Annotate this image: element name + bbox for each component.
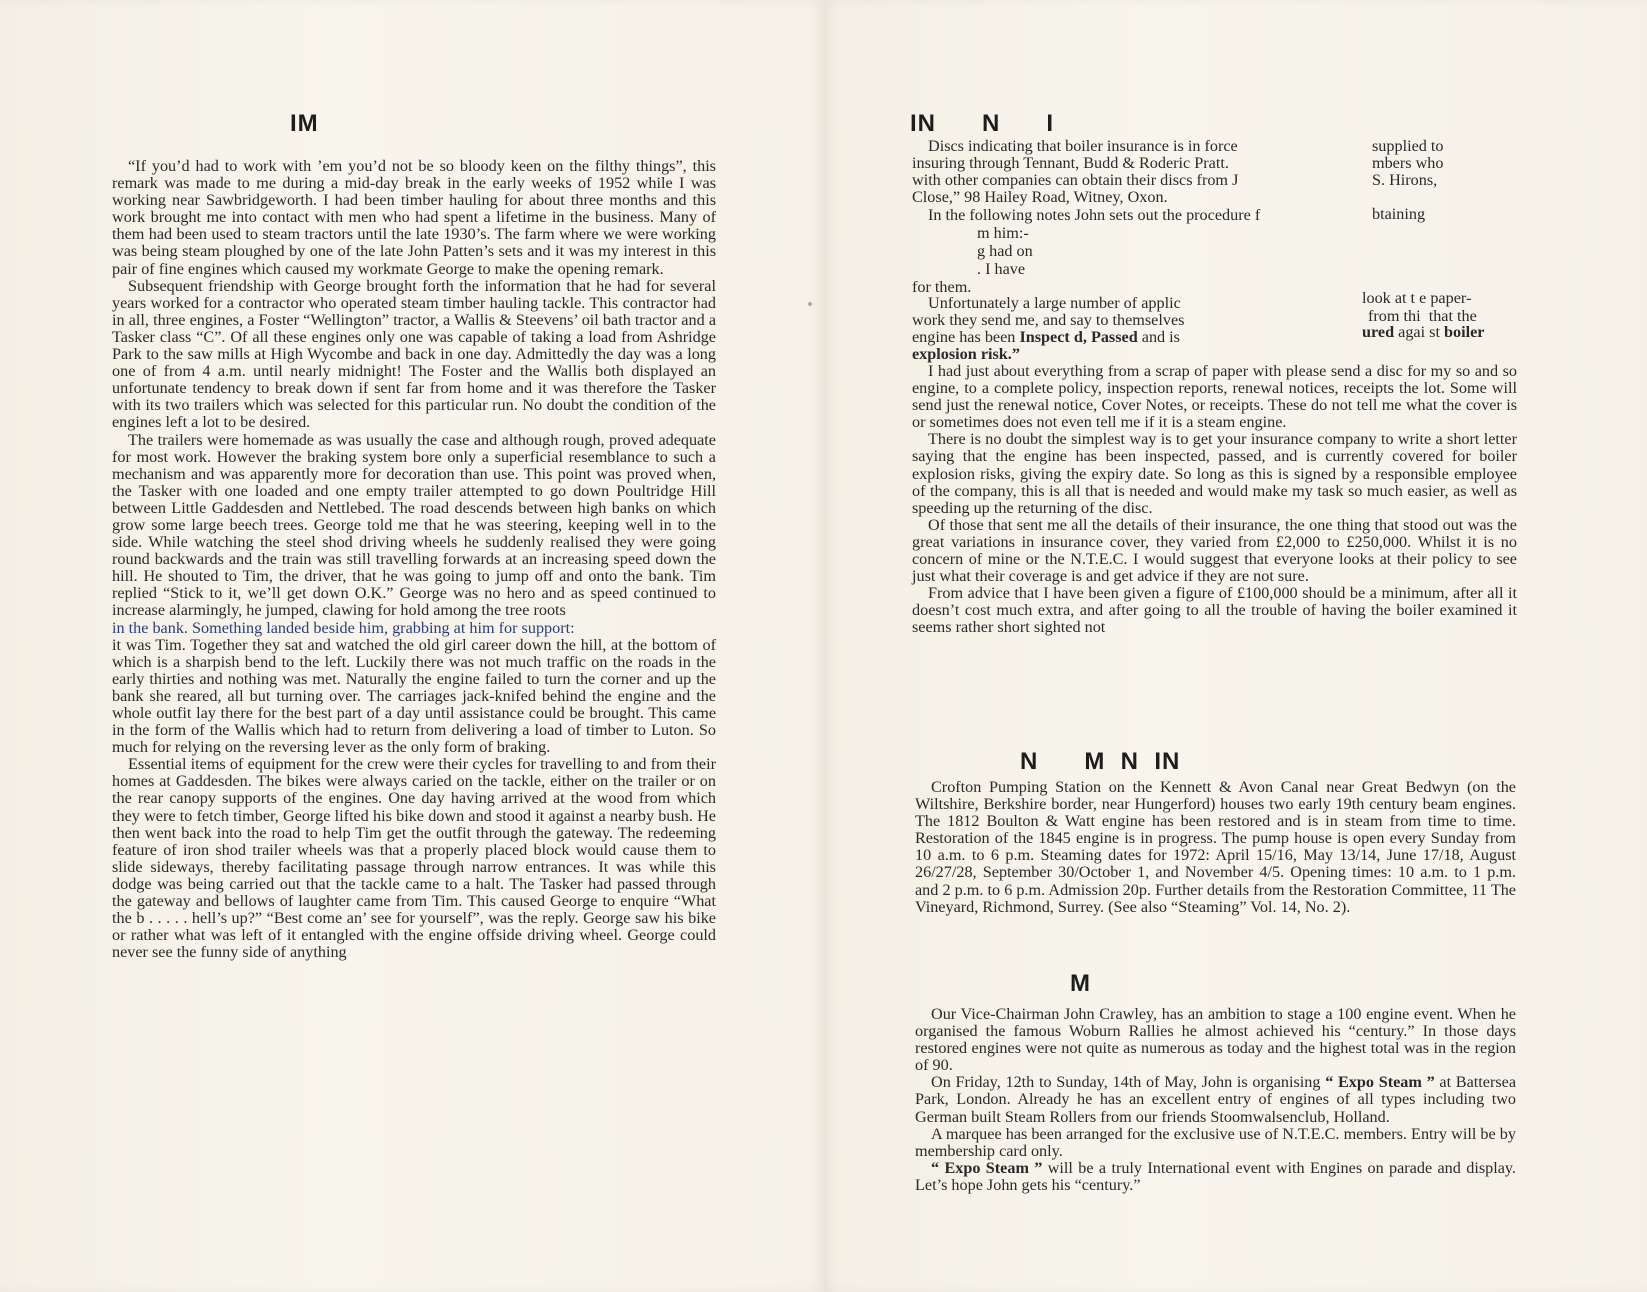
pumping-station-body xyxy=(915,779,1516,916)
article-paragraph: A marquee has been arranged for the exclusive use of N.T.E.C. members. Entry will be by membership card only. xyxy=(915,1124,1516,1160)
paragraph-text: at Battersea Park, London. Already he has an excellent entry of engines of all types including two German built Steam Rollers from our friends Stoomwalsenclub, Holland. xyxy=(915,1073,1517,1126)
article-paragraph: Of those that sent me all the details of their insurance, the one thing that stood out was the great variations in insurance cover, they varied from £2,000 to £250,000. Whilst it is no concern of mine or the N.T.E.C. I would suggest that everyone looks at their policy to see just what their coverage is and get advice if they are not sure. xyxy=(912,515,1517,586)
intro-line-right: supplied to xyxy=(1372,137,1444,155)
insurance-article-body xyxy=(912,363,1517,637)
engine-status-bold: ured xyxy=(1362,323,1395,341)
article-paragraph: There is no doubt the simplest way is to get your insurance company to write a short letter saying that the engine has been inspected, passed, and is currently covered for boiler explosion risks, giving the expiry date. So long as this is signed by a responsible employee of the company, this is all that is needed and would make my task so much easier, as well as speeding up the returning of the disc. xyxy=(912,430,1517,517)
article-paragraph: The trailers were homemade as was usually the case and although rough, proved adequate for most work. However the braking system bore only a superficial resemblance to such a mechanism and was apparently more for decoration than use. This point was proved when, the Tasker with one loaded and one empty trailer attempted to go down Poultridge Hill between Little Gaddesden and Nettlebed. The road descends between high banks on which grow some large beech trees. George told me that he was steering, keeping well in to the side. While watching the steel shod driving wheels he suddenly realised they were going round backwards and the train was still travelling forwards at an increasing speed down the hill. He shouted to Tim, the driver, that he was going to jump off and onto the bank. Tim replied “Stick to it, we’ll get down O.K.” George was no hero and as speed continued to increase alarmingly, he jumped, clawing for hold among the tree roots xyxy=(112,430,716,620)
intro-line: insuring through Tennant, Budd & Roderic Pratt. xyxy=(912,154,1229,172)
engine-status-text: agai st xyxy=(1394,323,1444,341)
explosion-risk-line: explosion risk.” xyxy=(912,345,1020,363)
expo-steam-body xyxy=(915,1006,1516,1194)
engine-status-bold: boiler xyxy=(1444,323,1485,341)
unfortunately-line: work they send me, and say to themselves xyxy=(912,311,1185,329)
engine-status-text: engine has been xyxy=(912,328,1020,346)
unfortunately-line-right: from thi that the xyxy=(1368,307,1477,325)
article-paragraph: Subsequent friendship with George brought forth the information that he had for several years worked for a contractor who operated steam timber hauling tackle. This contractor had in all, three engines, a Foster “Wellington” tractor, a Wallis & Steevens’ oil bath tractor and a Tasker class “C”. Of all these engines only one was capable of taking a load from Ashridge Park to the saw mills at High Wycombe and back in one day. Admittedly the day was a long one of from 4 a.m. until nearly midnight! The Foster and the Wallis both displayed an unfortunate tendency to break down if sent far from home and it was therefore the Tasker with its two trailers which was selected for this particular run. No doubt the condition of the engines left a lot to be desired. xyxy=(112,276,716,432)
paragraph-text: On Friday, 12th to Sunday, 14th of May, John is organising xyxy=(931,1073,1326,1092)
for-them-line: for them. xyxy=(912,278,972,296)
left-page-heading: IM xyxy=(290,110,319,137)
engine-status-text: and is xyxy=(1137,328,1180,346)
engine-status-line-right xyxy=(1362,324,1484,341)
fragment-line: . I have xyxy=(977,260,1026,278)
article-paragraph: From advice that I have been given a figure of £100,000 should be a minimum, after all it doesn’t cost much extra, and after going to all the trouble of having the boiler examined it seems rather short sighted not xyxy=(912,584,1517,637)
engine-status-bold: Inspect d, Passed xyxy=(1019,328,1138,346)
paragraph-text: will be a truly International event with Engines on parade and display. Let’s hope John gets his “century.” xyxy=(915,1158,1516,1194)
unfortunately-line-right: look at t e paper- xyxy=(1362,289,1472,307)
article-line-highlighted: in the bank. Something landed beside him, grabbing at him for support: xyxy=(112,618,575,637)
left-article-body xyxy=(112,158,716,961)
insurance-section-heading: IN N I xyxy=(910,110,1055,137)
article-paragraph: Our Vice-Chairman John Crawley, has an ambition to stage a 100 engine event. When he organised the famous Woburn Rallies he almost achieved his “century.” In those days restored engines were not quite as numerous as today and the highest total was in the region of 90. xyxy=(915,1005,1516,1075)
pumping-station-heading: N M N IN xyxy=(1020,748,1181,775)
intro-line: Discs indicating that boiler insurance is in force xyxy=(928,137,1238,155)
article-paragraph xyxy=(915,1074,1516,1125)
article-paragraph: Essential items of equipment for the crew were their cycles for travelling to and from their homes at Gaddesden. The bikes were always caried on the tackle, either on the trailer or on the rear canopy supports of the engines. One day having arrived at the wood from which they were to fetch timber, George lifted his bike down and stood it against a nearby bush. He then went back into the road to help Tim get the outfit through the gateway. The redeeming feature of iron shod trailer wheels was that a properly placed block would cause them to slide sideways, thereby facilitating passage through narrow entrances. It was while this dodge was being carried out that the tackle came to a halt. The Tasker had passed through the gateway and bellows of laughter came from Tim. This caused George to enquire “What the b . . . . . hell’s up?” “Best come an’ see for yourself”, was the reply. George saw his bike or rather what was left of it entangled with the engine offside driving wheel. George could never see the funny side of anything xyxy=(112,755,716,962)
intro-line: with other companies can obtain their discs from J xyxy=(912,171,1239,189)
article-paragraph: “If you’d had to work with ’em you’d not be so bloody keen on the filthy things”, this remark was made to me during a mid-day break in the early weeks of 1952 while I was working near Sawbridgeworth. I had been timber hauling for about three months and this work brought me into contact with men who had spent a lifetime in the business. Many of them had been used to steam tractors until the late 1930’s. The farm where we were working was being steam ploughed by one of the late John Patten’s sets and it was my interest in this pair of fine engines which caused my workmate George to make the opening remark. xyxy=(112,157,716,278)
expo-steam-heading: M xyxy=(1070,970,1091,997)
intro-line: Close,” 98 Hailey Road, Witney, Oxon. xyxy=(912,188,1168,206)
expo-steam-name: “ Expo Steam ” xyxy=(931,1158,1043,1177)
article-paragraph: Crofton Pumping Station on the Kennett & Avon Canal near Great Bedwyn (on the Wiltshire, Berkshire border, near Hungerford) houses two early 19th century beam engines. The 1812 Boulton & Watt engine has been restored and is in steam from time to time. Restoration of the 1845 engine is in progress. The pump house is open every Sunday from 10 a.m. to 6 p.m. Steaming dates for 1972: April 15/16, May 13/14, June 17/18, August 26/27/28, September 30/October 1, and November 4/5. Opening times: 10 a.m. to 1 p.m. and 2 p.m. to 6 p.m. Admission 20p. Further details from the Restoration Committee, 11 The Vineyard, Richmond, Surrey. (See also “Steaming” Vol. 14, No. 2). xyxy=(915,778,1516,916)
article-paragraph: I had just about everything from a scrap of paper with please send a disc for my so and so engine, to a complete policy, inspection reports, renewal notices, receipts the lot. Some will send just the renewal notice, Cover Notes, or receipts. These do not tell me what the cover is or sometimes does not even tell me if it is a steam engine. xyxy=(912,362,1517,432)
ink-speck xyxy=(808,302,812,306)
fragment-line: g had on xyxy=(977,242,1033,260)
fragment-line: m him:- xyxy=(977,224,1029,242)
intro-line-right: S. Hirons, xyxy=(1372,171,1438,189)
procedure-line: In the following notes John sets out the procedure f xyxy=(928,206,1261,224)
procedure-line-right: btaining xyxy=(1372,205,1426,223)
article-paragraph xyxy=(915,1160,1516,1194)
unfortunately-line: Unfortunately a large number of applic xyxy=(928,294,1181,312)
intro-line-right: mbers who xyxy=(1372,154,1444,172)
expo-steam-name: “ Expo Steam ” xyxy=(1325,1073,1435,1092)
article-paragraph: it was Tim. Together they sat and watched the old girl career down the hill, at the bottom of which is a sharpish bend to the left. Luckily there was not much traffic on the roads in the early thirties and nothing was met. Naturally the engine failed to turn the corner and up the bank she reared, all but turning over. The carriages jack-knifed behind the engine and the whole outfit lay there for the best part of a day until assistance could be brought. This came in the form of the Wallis which had to return from delivering a load of timber to Luton. So much for relying on the reversing lever as the only form of braking. xyxy=(112,635,716,757)
engine-status-line xyxy=(912,329,1180,346)
